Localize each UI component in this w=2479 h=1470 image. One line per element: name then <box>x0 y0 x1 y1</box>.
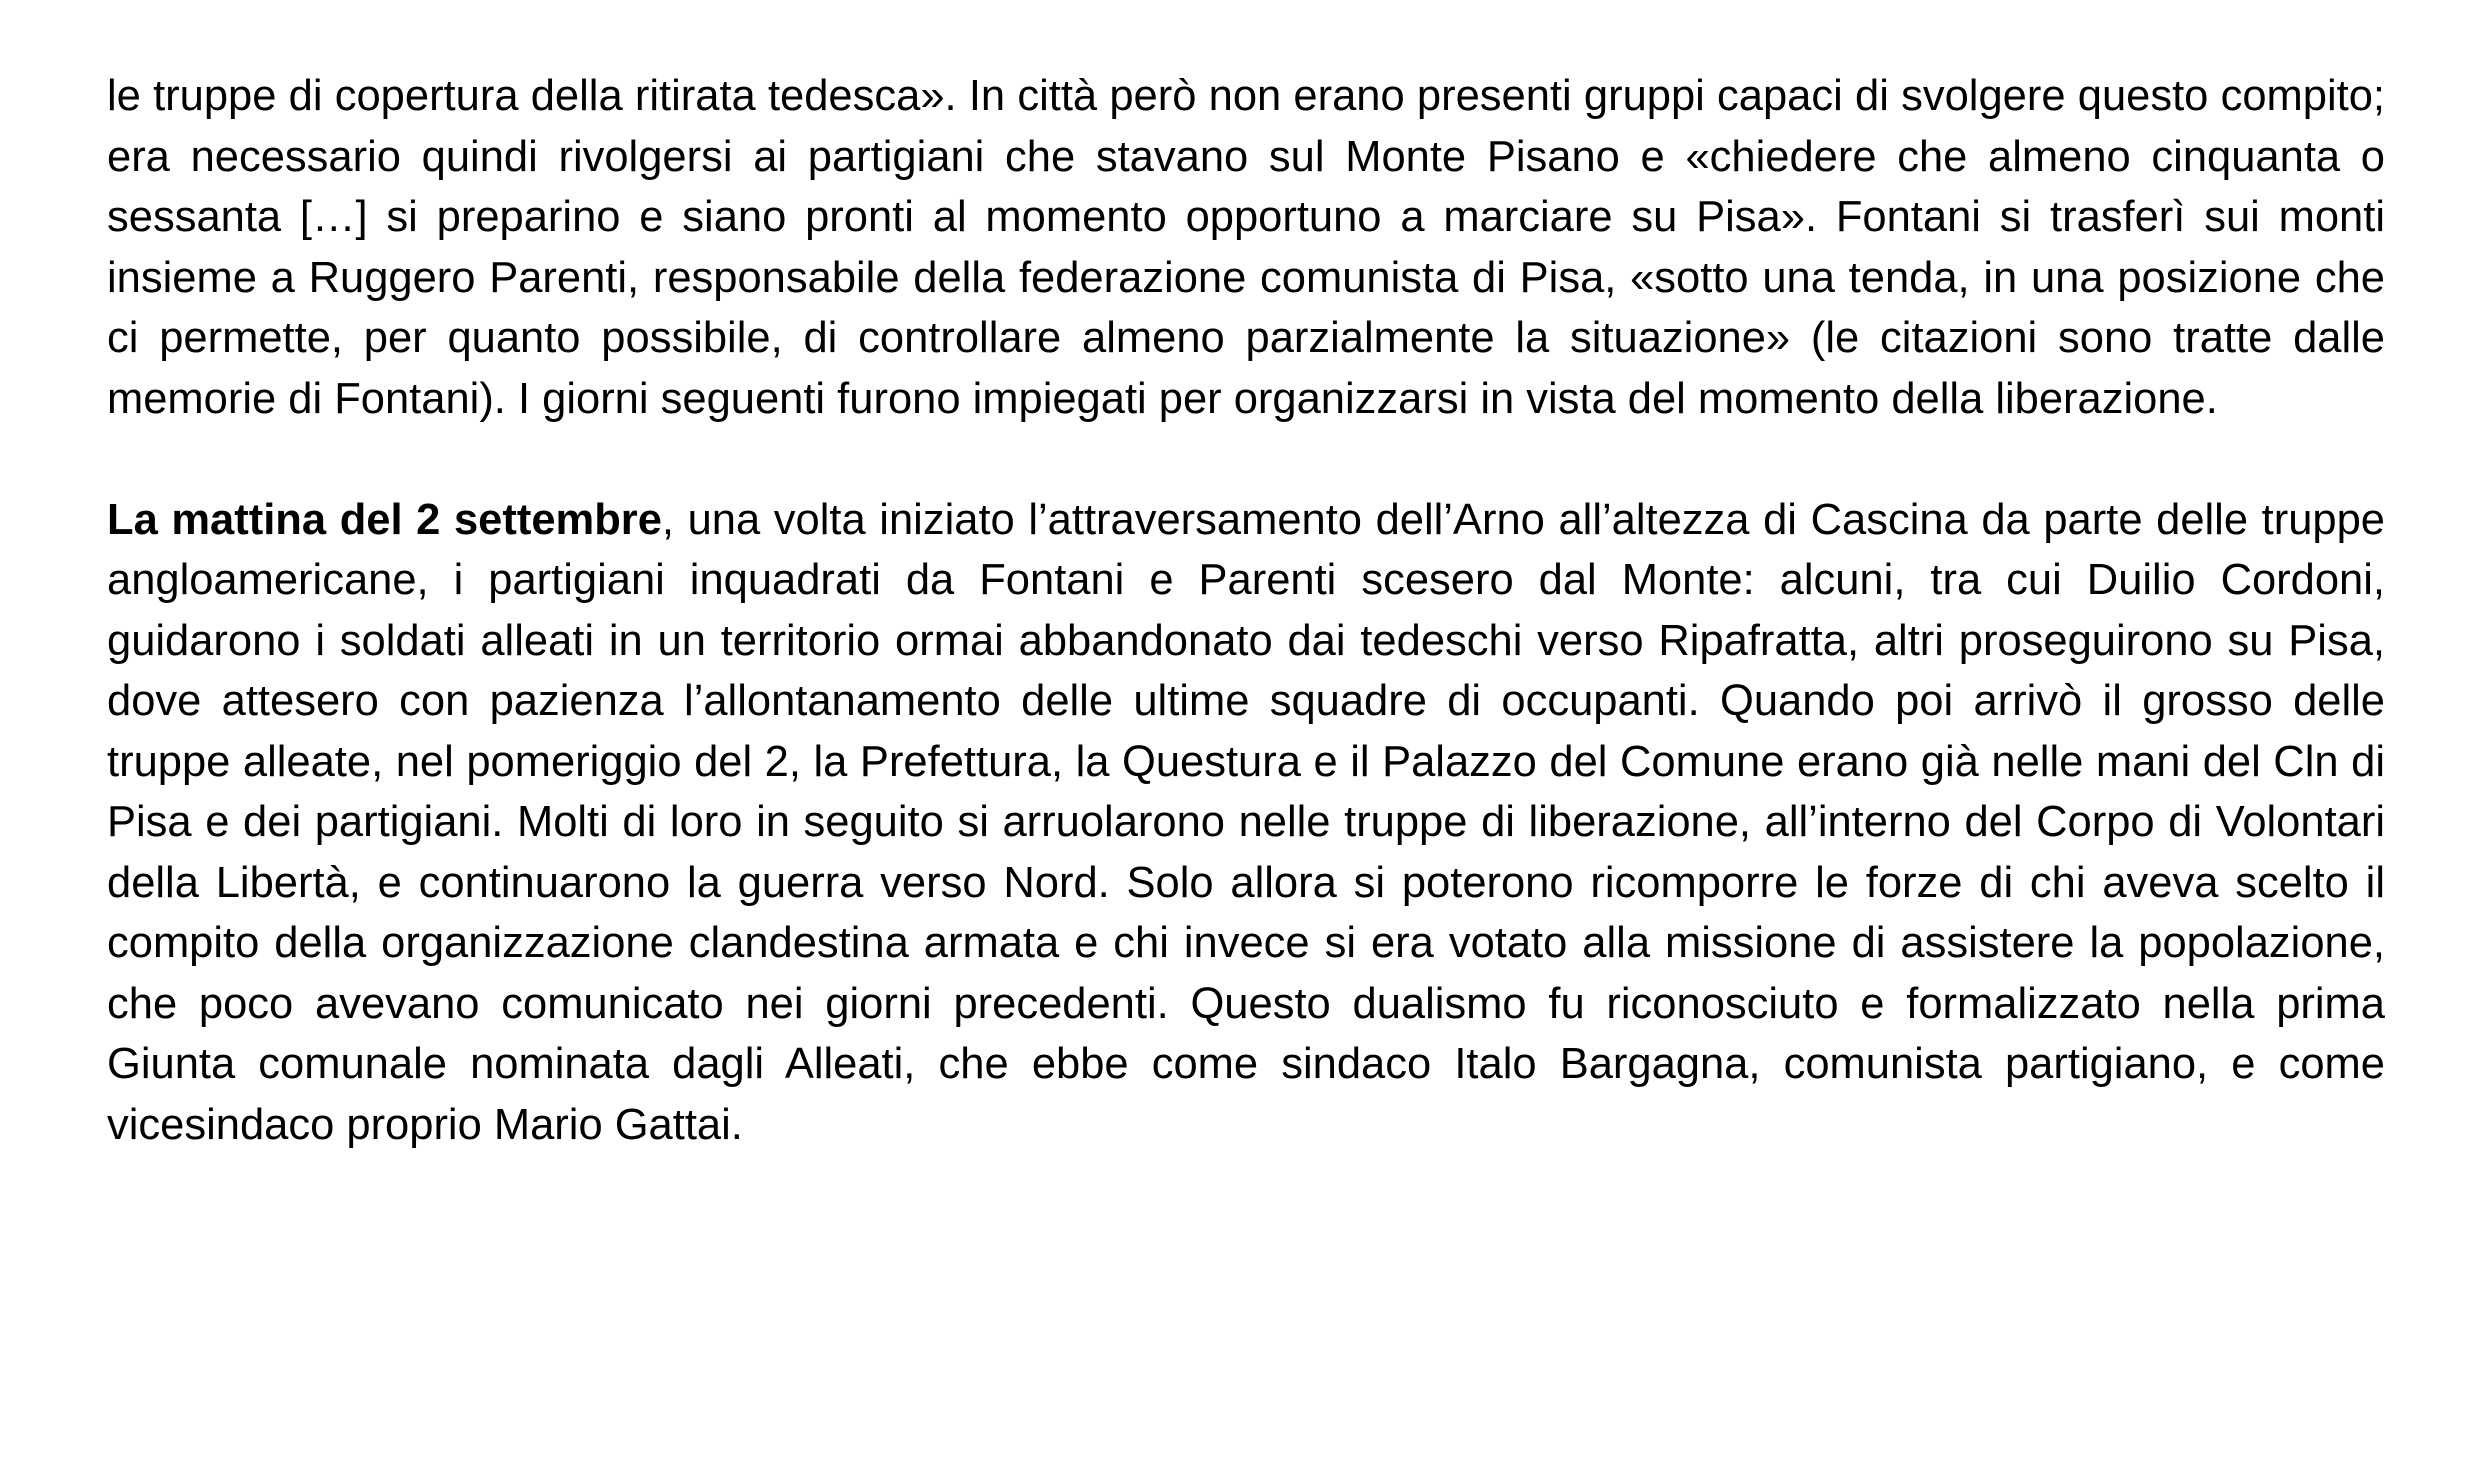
document-page <box>107 66 2385 1155</box>
paragraph-2-text: , una volta iniziato l’attraversamento dell’Arno all’altezza di Cascina da parte delle truppe angloamericane, i partigiani inquadrati da Fontani e Parenti scesero dal Monte: alcuni, tra cui Duilio Cordoni, guidarono i soldati alleati in un territorio ormai abbandonato dai tedeschi verso Ripafratta, altri proseguirono su Pisa, dove attesero con pazienza l’allontanamento delle ultime squadre di occupanti. Quando poi arrivò il grosso delle truppe alleate, nel pomeriggio del 2, la Prefettura, la Questura e il Palazzo del Comune erano già nelle mani del Cln di Pisa e dei partigiani. Molti di loro in seguito si arruolarono nelle truppe di liberazione, all’interno del Corpo di Volontari della Libertà, e continuarono la guerra verso Nord. Solo allora si poterono ricomporre le forze di chi aveva scelto il compito della organizzazione clandestina armata e chi invece si era votato alla missione di assistere la popolazione, che poco avevano comunicato nei giorni precedenti. Questo dualismo fu riconosciuto e formalizzato nella prima Giunta comunale nominata dagli Alleati, che ebbe come sindaco Italo Bargagna, comunista partigiano, e come vicesindaco proprio Mario Gattai. <box>107 495 2386 1149</box>
paragraph-1-text: le truppe di copertura della ritirata tedesca». In città però non erano presenti gruppi capaci di svolgere questo compito; era necessario quindi rivolgersi ai partigiani che stavano sul Monte Pisano e «chiedere che almeno cinquanta o sessanta […] si preparino e siano pronti al momento opportuno a marciare su Pisa». Fontani si trasferì sui monti insieme a Ruggero Parenti, responsabile della federazione comunista di Pisa, «sotto una tenda, in una posizione che ci permette, per quanto possibile, di controllare almeno parzialmente la situazione» (le citazioni sono tratte dalle memorie di Fontani). I giorni seguenti furono impiegati per organizzarsi in vista del momento della liberazione. <box>107 72 2385 423</box>
paragraph-2-bold-lead: La mattina del 2 settembre <box>107 495 662 544</box>
paragraph-1 <box>107 66 2385 429</box>
paragraph-2 <box>107 490 2385 1156</box>
